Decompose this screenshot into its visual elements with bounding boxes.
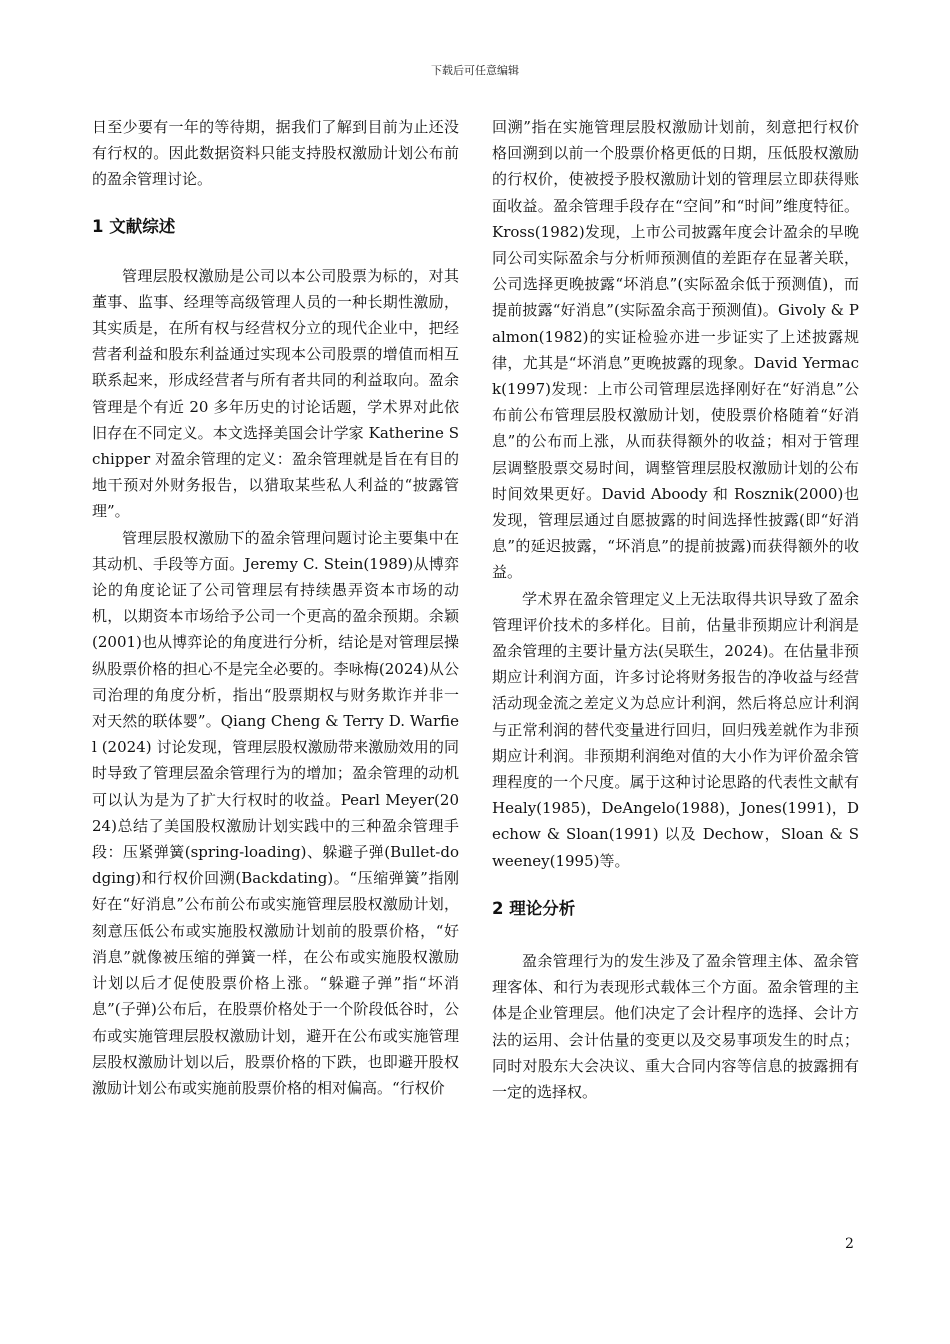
body-paragraph: 学术界在盈余管理定义上无法取得共识导致了盈余管理评价技术的多样化。目前，估量非预期应计利润是盈余管理的主要计量方法(吴联生，2024)。在估量非预期应计利润方面，许多讨论将财务报告的净收益与经营活动现金流之差定义为总应计利润，然后将总应计利润与正常利润的替代变量进行回归，回归残差就作为非预期应计利润。非预期利润绝对值的大小作为评价盈余管理程度的一个尺度。属于这种讨论思路的代表性文献有 Healy(1985)，DeAngelo(1988)，Jones(1991)，Dechow & Sloan(1991) 以及 Dechow，Sloan & Sweeney(1995)等。 xyxy=(492,589,859,870)
continued-paragraph: 回溯”指在实施管理层股权激励计划前，刻意把行权价格回溯到以前一个股票价格更低的日期，压低股权激励的行权价，使被授予股权激励计划的管理层立即获得账面收益。盈余管理手段存在“空间”和“时间”维度特征。Kross(1982)发现，上市公司披露年度会计盈余的早晚同公司实际盈余与分析师预测值的差距存在显著关联，公司选择更晚披露“坏消息”(实际盈余低于预测值)，而提前披露“好消息”(实际盈余高于预测值)。Givoly & Palmon(1982)的实证检验亦进一步证实了上述披露规律，尤其是“坏消息”更晚披露的现象。David Yermack(1997)发现：上市公司管理层选择刚好在“好消息”公布前公布管理层股权激励计划，使股票价格随着“好消息”的公布而上涨，从而获得额外的收益；相对于管理层调整股票交易时间，调整管理层股权激励计划的公布时间效果更好。David Aboody 和 Rosznik(2000)也发现，管理层通过自愿披露的时间选择性披露(即“好消息”的延迟披露，“坏消息”的提前披露)而获得额外的收益。 xyxy=(492,118,859,582)
body-paragraph: 管理层股权激励下的盈余管理问题讨论主要集中在其动机、手段等方面。Jeremy C. Stein(1989)从博弈论的角度论证了公司管理层有持续愚弄资本市场的动机，以期资本市场给予公司一个更高的盈余预期。余颖(2001)也从博弈论的角度进行分析，结论是对管理层操纵股票价格的担心不是完全必要的。李咏梅(2024)从公司治理的角度分析，指出“股票期权与财务欺诈并非一对天然的联体婴”。Qiang Cheng & Terry D. Warfiel (2024) 讨论发现，管理层股权激励带来激励效用的同时导致了管理层盈余管理行为的增加；盈余管理的动机可以认为是为了扩大行权时的收益。Pearl Meyer(2024)总结了美国股权激励计划实践中的三种盈余管理手段：压紧弹簧(spring-loading)、躲避子弹(Bullet-dodging)和行权价回溯(Backdating)。“压缩弹簧”指刚好在“好消息”公布前公布或实施管理层股权激励计划，刻意压低公布或实施股权激励计划前的股票价格，“好消息”就像被压缩的弹簧一样，在公布或实施股权激励计划以后才促使股票价格上涨。“躲避子弹”指“坏消息”(子弹)公布后，在股票价格处于一个阶段低谷时，公布或实施管理层股权激励计划，避开在公布或实施管理层股权激励计划以后，股票价格的下跌，也即避开股权激励计划公布或实施前股票价格的相对偏高。“行权价 xyxy=(92,528,459,1097)
page-number: 2 xyxy=(845,1236,854,1252)
left-column xyxy=(92,114,459,1101)
section-heading-theory-analysis: 2 理论分析 xyxy=(492,898,576,918)
body-paragraph: 管理层股权激励是公司以本公司股票为标的，对其董事、监事、经理等高级管理人员的一种长期性激励，其实质是，在所有权与经营权分立的现代企业中，把经营者利益和股东利益通过实现本公司股票的增值而相互联系起来，形成经营者与所有者共同的利益取向。盈余管理是个有近 20 多年历史的讨论话题，学术界对此依旧存在不同定义。本文选择美国会计学家 Katherine Schipper 对盈余管理的定义：盈余管理就是旨在有目的地干预对外财务报告，以猎取某些私人利益的“披露管理”。 xyxy=(92,266,459,521)
body-paragraph: 盈余管理行为的发生涉及了盈余管理主体、盈余管理客体、和行为表现形式载体三个方面。盈余管理的主体是企业管理层。他们决定了会计程序的选择、会计方法的运用、会计估量的变更以及交易事项发生的时点；同时对股东大会决议、重大合同内容等信息的披露拥有一定的选择权。 xyxy=(492,951,859,1101)
intro-paragraph: 日至少要有一年的等待期，据我们了解到目前为止还没有行权的。因此数据资料只能支持股权激励计划公布前的盈余管理讨论。 xyxy=(92,118,459,189)
page-header-note: 下载后可任意编辑 xyxy=(431,64,519,77)
right-column xyxy=(492,114,859,1105)
section-heading-literature-review: 1 文献综述 xyxy=(92,216,176,236)
